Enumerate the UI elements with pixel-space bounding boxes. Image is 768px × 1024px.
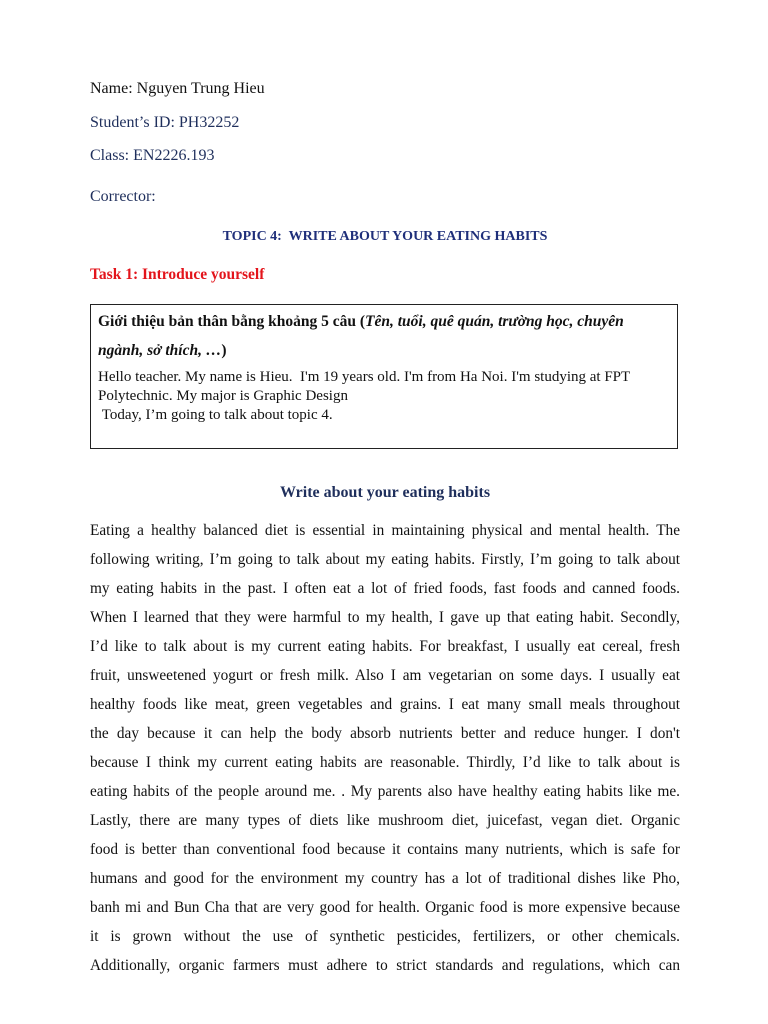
essay-line: it is grown without the use of synthetic pesticides, fertilizers, or other chemicals. [90, 928, 680, 945]
intro-prompt-bold: Giới thiệu bản thân bằng khoảng 5 câu ( [98, 313, 365, 330]
intro-prompt [98, 307, 669, 365]
essay-line: When I learned that they were harmful to my health, I gave up that eating habit. Secondly, [90, 609, 680, 626]
essay-line: the day because it can help the body absorb nutrients better and reduce hunger. I don't [90, 725, 680, 742]
essay-line: healthy foods like meat, green vegetables and grains. I eat many small meals throughout [90, 696, 680, 713]
essay-line: humans and good for the environment my country has a lot of traditional dishes like Pho, [90, 870, 680, 887]
corrector-label: Corrector: [90, 188, 156, 205]
essay-line: eating habits of the people around me. . My parents also have healthy eating habits like me. [90, 783, 680, 800]
essay-line: banh mi and Bun Cha that are very good for health. Organic food is more expensive because [90, 899, 680, 916]
intro-prompt-close: ) [221, 342, 227, 359]
essay-line: Lastly, there are many types of diets like mushroom diet, juicefast, vegan diet. Organic [90, 812, 680, 829]
student-id: Student’s ID: PH32252 [90, 114, 240, 131]
intro-prompt-italic: Tên, tuổi, quê quán, trường học, chuyên ngành, sở thích, … [98, 313, 624, 359]
student-name: Name: Nguyen Trung Hieu [90, 80, 265, 97]
essay-line: Eating a healthy balanced diet is essential in maintaining physical and mental health. The [90, 522, 680, 539]
intro-answer: Hello teacher. My name is Hieu. I'm 19 years old. I'm from Ha Noi. I'm studying at FPT Polytechnic. My major is Graphic Design Today, I’m going to talk about topic 4. [98, 369, 630, 423]
essay-line: I’d like to talk about is my current eating habits. For breakfast, I usually eat cereal, fresh [90, 638, 680, 655]
essay-body [90, 516, 680, 980]
essay-line: my eating habits in the past. I often eat a lot of fried foods, fast foods and canned foods. [90, 580, 680, 597]
topic-heading: TOPIC 4: WRITE ABOUT YOUR EATING HABITS [222, 229, 548, 244]
essay-line: food is better than conventional food because it contains many nutrients, which is safe for [90, 841, 680, 858]
task-1-heading: Task 1: Introduce yourself [90, 266, 265, 283]
essay-title: Write about your eating habits [279, 484, 491, 501]
essay-line: following writing, I’m going to talk about my eating habits. Firstly, I’m going to talk about [90, 551, 680, 568]
student-class: Class: EN2226.193 [90, 147, 215, 164]
essay-line: fruit, unsweetened yogurt or fresh milk. Also I am vegetarian on some days. I usually eat [90, 667, 680, 684]
essay-line: Additionally, organic farmers must adhere to strict standards and regulations, which can [90, 957, 680, 974]
intro-box [90, 304, 678, 449]
essay-line: because I think my current eating habits are reasonable. Thirdly, I’d like to talk about is [90, 754, 680, 771]
